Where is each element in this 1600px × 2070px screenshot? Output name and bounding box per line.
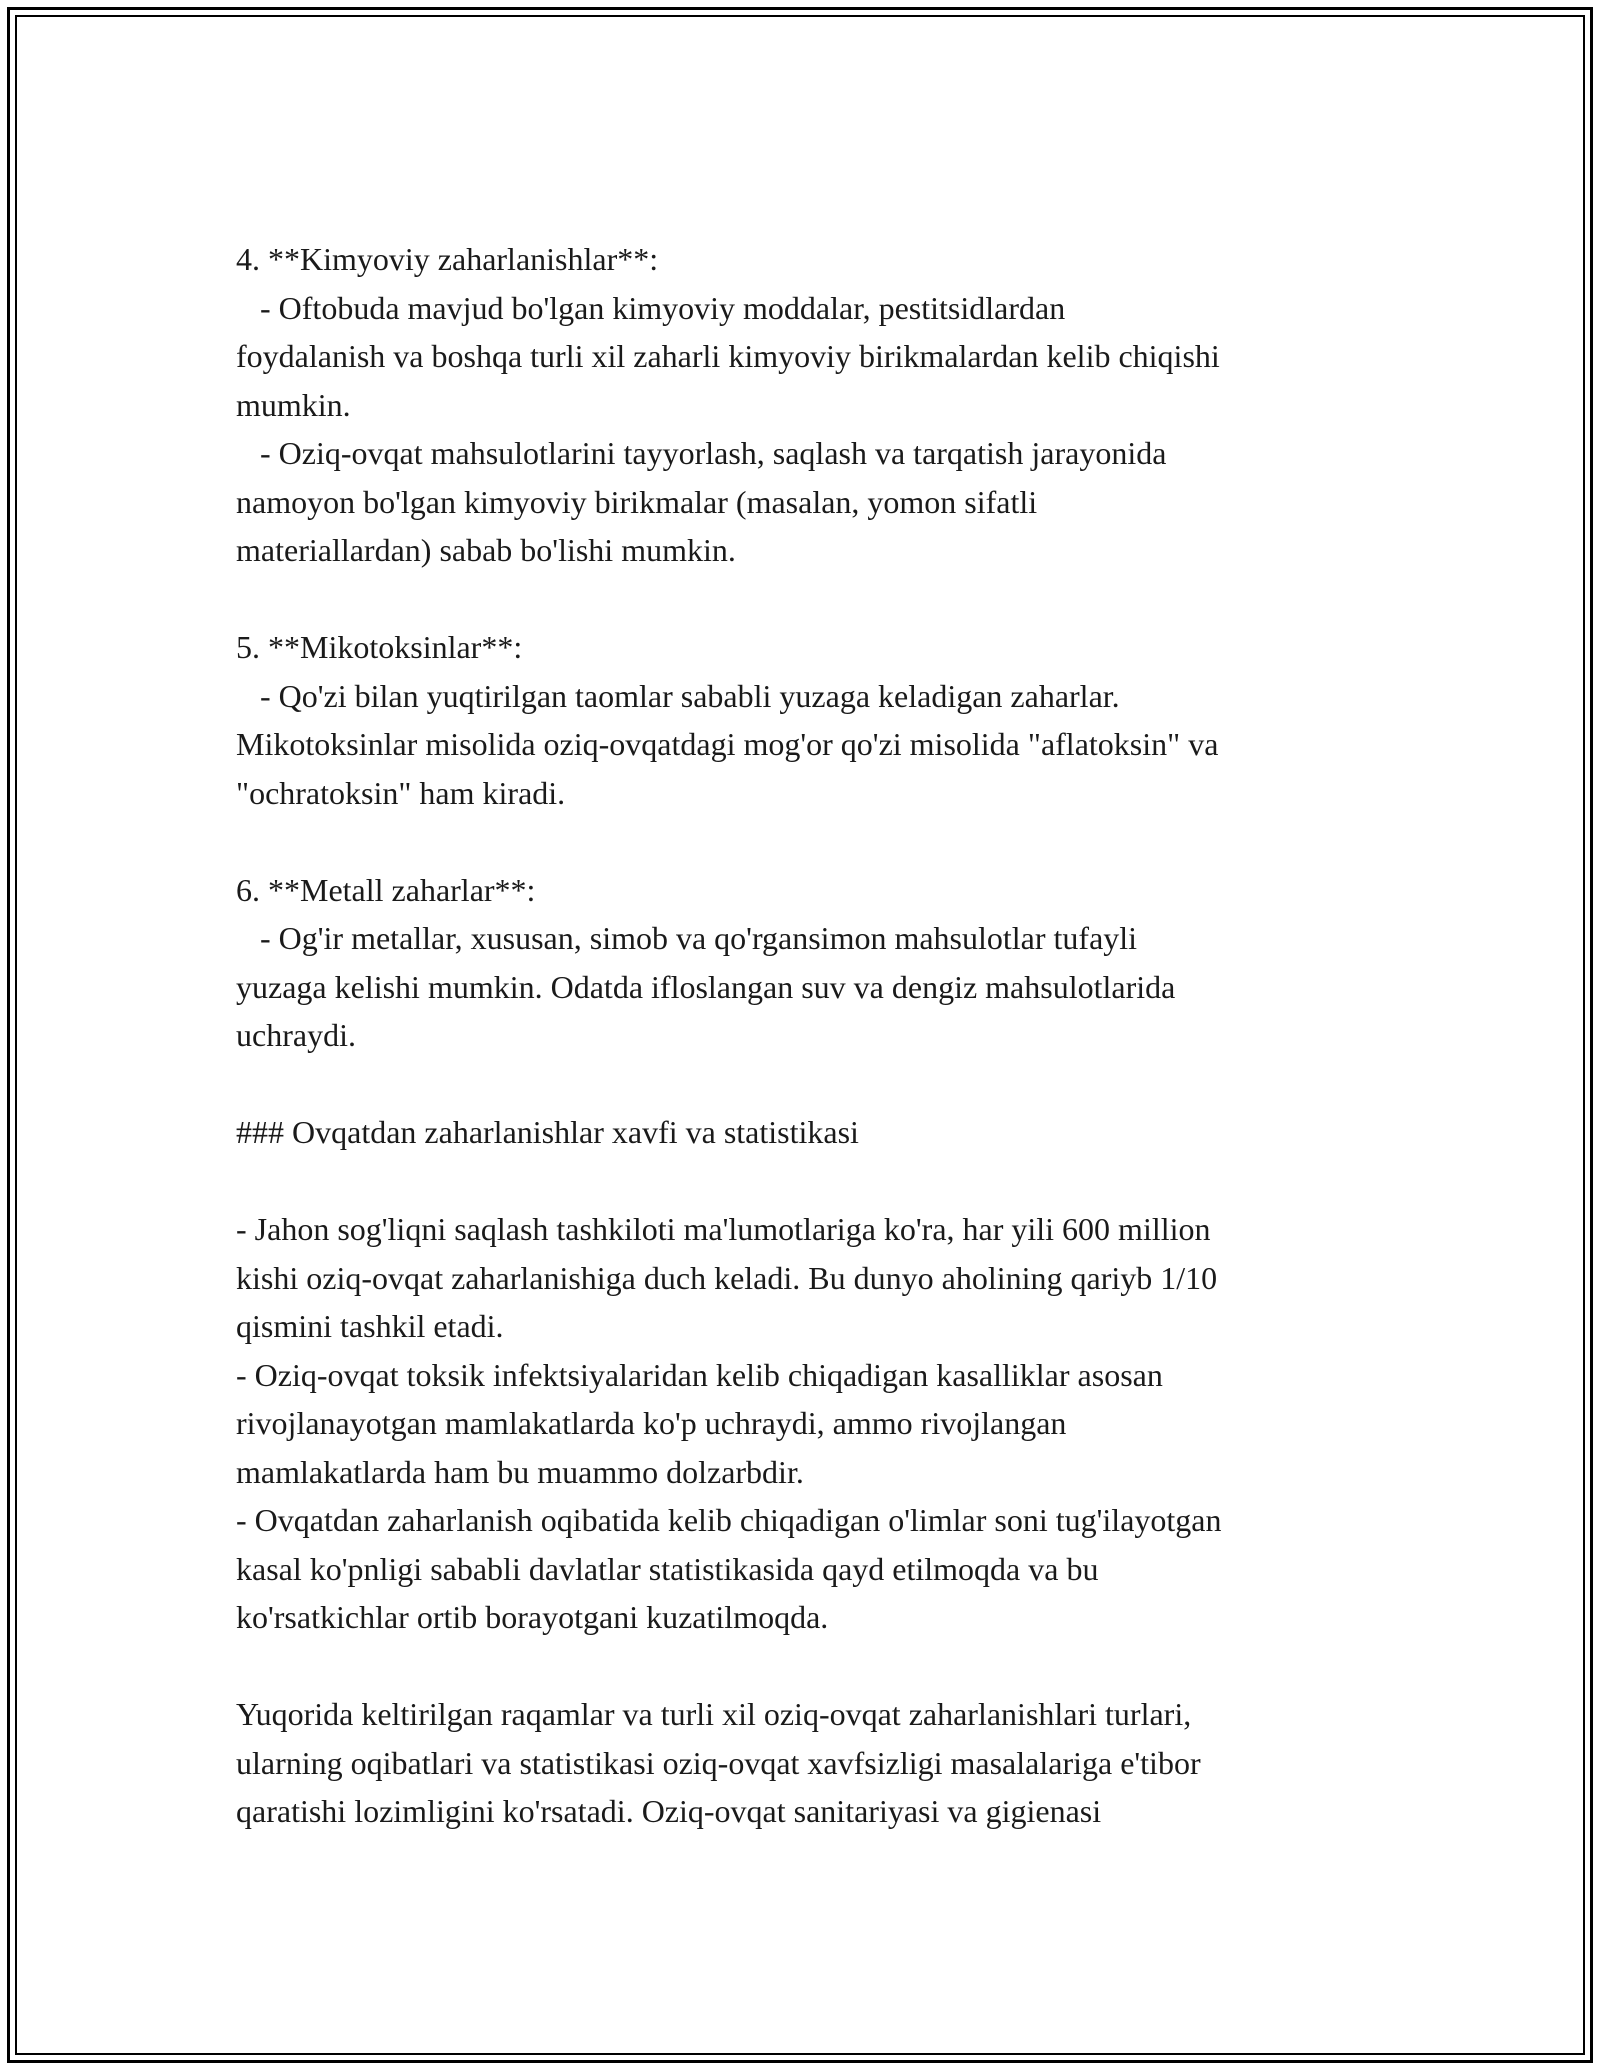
text-line: mumkin. — [236, 386, 351, 423]
text-line: "ochratoksin" ham kiradi. — [236, 774, 566, 811]
text-line: Mikotoksinlar misolida oziq-ovqatdagi mog'or qo'zi misolida "aflatoksin" va — [236, 726, 1219, 762]
paragraph-spacer — [236, 817, 1376, 866]
text-line: yuzaga kelishi mumkin. Odatda ifloslangan suv va dengiz mahsulotlarida — [236, 968, 1176, 1005]
section-heading: 4. **Kimyoviy zaharlanishlar**: — [236, 241, 659, 277]
text-line: materiallardan) sabab bo'lishi mumkin. — [236, 532, 736, 568]
text-line: - Qo'zi bilan yuqtirilgan taomlar sababli yuzaga keladigan zaharlar. — [236, 677, 1120, 714]
text-line: qismini tashkil etadi. — [236, 1308, 504, 1344]
section-statistics — [236, 1108, 1376, 1642]
section-heading: 6. **Metall zaharlar**: — [236, 871, 536, 908]
text-line: mamlakatlarda ham bu muammo dolzarbdir. — [236, 1453, 804, 1490]
text-line: - Jahon sog'liqni saqlash tashkiloti ma'lumotlariga ko'ra, har yili 600 million — [236, 1211, 1211, 1247]
text-line: qaratishi lozimligini ko'rsatadi. Oziq-ovqat sanitariyasi va gigienasi — [236, 1793, 1102, 1829]
text-line: - Oftobuda mavjud bo'lgan kimyoviy moddalar, pestitsidlardan — [236, 289, 1066, 326]
section-conclusion — [236, 1690, 1376, 1836]
text-line: - Oziq-ovqat toksik infektsiyalaridan kelib chiqadigan kasalliklar asosan — [236, 1356, 1163, 1393]
text-line: kishi oziq-ovqat zaharlanishiga duch keladi. Bu dunyo aholining qariyb 1/10 — [236, 1259, 1218, 1296]
text-line: - Ovqatdan zaharlanish oqibatida kelib chiqadigan o'limlar soni tug'ilayotgan — [236, 1502, 1222, 1538]
section-heading: ### Ovqatdan zaharlanishlar xavfi va statistikasi — [236, 1114, 859, 1150]
paragraph-spacer — [236, 1642, 1376, 1691]
section-mycotoxins — [236, 623, 1376, 817]
section-heading: 5. **Mikotoksinlar**: — [236, 629, 523, 665]
section-chemical-poisoning — [236, 235, 1376, 575]
text-line: - Oziq-ovqat mahsulotlarini tayyorlash, saqlash va tarqatish jarayonida — [236, 435, 1167, 471]
text-line: - Og'ir metallar, xususan, simob va qo'rgansimon mahsulotlar tufayli — [236, 920, 1138, 956]
paragraph-spacer — [236, 575, 1376, 624]
text-line: ko'rsatkichlar ortib borayotgani kuzatilmoqda. — [236, 1599, 829, 1635]
document-body — [236, 235, 1376, 1836]
text-line: kasal ko'pnligi sababli davlatlar statistikasida qayd etilmoqda va bu — [236, 1550, 1099, 1587]
text-line: namoyon bo'lgan kimyoviy birikmalar (masalan, yomon sifatli — [236, 483, 1038, 520]
section-metal-poisons — [236, 866, 1376, 1060]
text-line: foydalanish va boshqa turli xil zaharli kimyoviy birikmalardan kelib chiqishi — [236, 338, 1220, 374]
text-line: Yuqorida keltirilgan raqamlar va turli xil oziq-ovqat zaharlanishlari turlari, — [236, 1696, 1192, 1732]
text-line: rivojlanayotgan mamlakatlarda ko'p uchraydi, ammo rivojlangan — [236, 1405, 1067, 1441]
paragraph-spacer — [236, 1060, 1376, 1109]
paragraph-spacer — [236, 1157, 1376, 1206]
text-line: uchraydi. — [236, 1017, 356, 1053]
text-line: ularning oqibatlari va statistikasi oziq-ovqat xavfsizligi masalalariga e'tibor — [236, 1744, 1201, 1781]
